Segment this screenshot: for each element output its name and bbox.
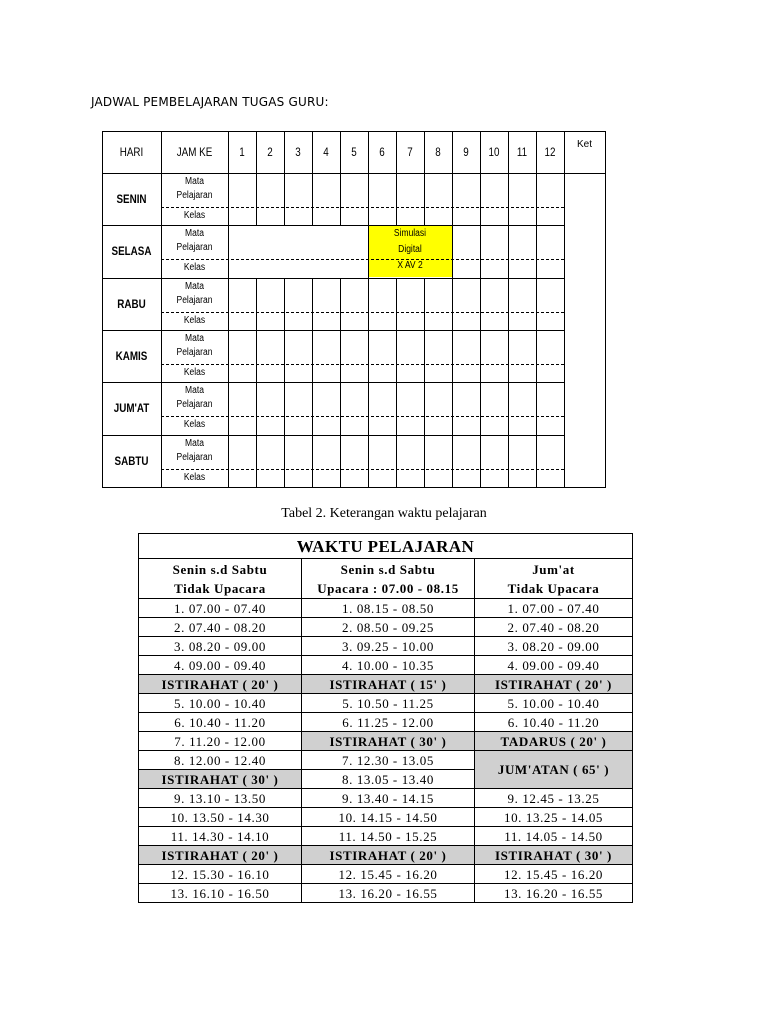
subject-label (166, 175, 223, 203)
grid-line (284, 435, 285, 487)
class-label: Kelas (183, 419, 206, 431)
col-header-ket: Ket (576, 139, 592, 150)
grid-line (312, 278, 313, 330)
table-cell: 12. 15.45 - 16.20 (475, 865, 633, 884)
table-cell: 6. 10.40 - 11.20 (475, 713, 633, 732)
grid-line (368, 131, 369, 173)
grid-line (508, 330, 509, 382)
table-cell: 2. 07.40 - 08.20 (139, 618, 302, 637)
subject-label-line2: Pelajaran (176, 190, 213, 201)
grid-line (256, 278, 257, 330)
grid-border-right (605, 131, 606, 487)
grid-line (228, 225, 229, 277)
table-cell: 4. 09.00 - 09.40 (475, 656, 633, 675)
table-row (139, 656, 633, 675)
table-cell: ISTIRAHAT ( 30' ) (475, 846, 633, 865)
table-cell: 11. 14.30 - 14.10 (139, 827, 302, 846)
subject-label-line1: Mata (185, 385, 204, 397)
table-cell: 13. 16.10 - 16.50 (139, 884, 302, 903)
grid-line (312, 382, 313, 434)
table-row (139, 618, 633, 637)
highlight-text (374, 226, 445, 274)
grid-line (452, 330, 453, 382)
grid-border-bottom (102, 487, 606, 488)
table-cell: 5. 10.00 - 10.40 (475, 694, 633, 713)
table-cell: ISTIRAHAT ( 30' ) (139, 770, 302, 789)
col-header-period: 3 (295, 145, 301, 159)
table-cell: JUM'ATAN ( 65' ) (475, 751, 633, 789)
day-label: RABU (117, 296, 146, 311)
grid-line (452, 278, 453, 330)
table-cell: 8. 12.00 - 12.40 (139, 751, 302, 770)
grid-line (508, 131, 509, 173)
grid-line (368, 382, 369, 434)
table-row (139, 637, 633, 656)
table-cell: 12. 15.45 - 16.20 (302, 865, 475, 884)
grid-line (284, 173, 285, 225)
grid-line (312, 330, 313, 382)
class-label: Kelas (183, 367, 206, 378)
subject-label (166, 332, 223, 360)
grid-line (228, 131, 229, 173)
col-header-line1: Jum'at (475, 559, 633, 580)
table-cell: 7. 11.20 - 12.00 (139, 732, 302, 751)
subject-label (166, 384, 223, 412)
subject-label-line1: Mata (185, 228, 204, 240)
grid-line (424, 330, 425, 382)
table-row (139, 827, 633, 846)
table-row (139, 694, 633, 713)
table-cell: 6. 11.25 - 12.00 (302, 713, 475, 732)
table-cell: 5. 10.00 - 10.40 (139, 694, 302, 713)
row-divider (102, 278, 564, 279)
grid-line (424, 435, 425, 487)
subject-label (166, 437, 223, 465)
table-row (139, 599, 633, 618)
table-cell: 7. 12.30 - 13.05 (302, 751, 475, 770)
table-cell: 4. 10.00 - 10.35 (302, 656, 475, 675)
table-row (139, 865, 633, 884)
grid-line (452, 131, 453, 173)
table-cell: 2. 08.50 - 09.25 (302, 618, 475, 637)
grid-line (284, 131, 285, 173)
table-cell: 4. 09.00 - 09.40 (139, 656, 302, 675)
col-header-line1: Senin s.d Sabtu (139, 559, 302, 580)
grid-line (228, 173, 229, 225)
row-divider (102, 225, 564, 226)
grid-line (508, 382, 509, 434)
subject-label-line1: Mata (185, 437, 204, 449)
table-cell: 8. 13.05 - 13.40 (302, 770, 475, 789)
subject-label (166, 280, 223, 308)
table-cell: 10. 13.25 - 14.05 (475, 808, 633, 827)
highlight-text-line2: Digital (398, 244, 422, 256)
table-cell: 3. 08.20 - 09.00 (139, 637, 302, 656)
subject-label-line2: Pelajaran (176, 294, 213, 306)
grid-line (340, 330, 341, 382)
table-cell: 9. 13.10 - 13.50 (139, 789, 302, 808)
grid-line (536, 330, 537, 382)
table-row (139, 732, 633, 751)
subject-label-line2: Pelajaran (176, 451, 213, 463)
row-divider (102, 173, 564, 174)
day-label: JUM'AT (113, 401, 150, 416)
grid-line (396, 278, 397, 330)
schedule-grid (102, 131, 605, 487)
grid-line (256, 435, 257, 487)
subject-label-line1: Mata (185, 280, 204, 292)
grid-line (228, 278, 229, 330)
col-header-period: 9 (463, 145, 469, 159)
grid-line (536, 278, 537, 330)
grid-line (508, 278, 509, 330)
col-header-period: 10 (488, 145, 500, 159)
grid-line (256, 382, 257, 434)
day-label: SABTU (114, 453, 149, 468)
col-header-period: 6 (379, 145, 385, 159)
grid-line (480, 330, 481, 382)
table-cell: 5. 10.50 - 11.25 (302, 694, 475, 713)
col-header-hari: HARI (119, 145, 144, 159)
table-cell: 12. 15.30 - 16.10 (139, 865, 302, 884)
day-label: KAMIS (115, 349, 148, 363)
col-header-period: 5 (351, 145, 357, 159)
table-cell: 10. 13.50 - 14.30 (139, 808, 302, 827)
table-cell: TADARUS ( 20' ) (475, 732, 633, 751)
col-header-period: 2 (267, 145, 273, 159)
table-cell: 1. 07.00 - 07.40 (475, 599, 633, 618)
table-cell: 11. 14.50 - 15.25 (302, 827, 475, 846)
grid-line (396, 435, 397, 487)
day-label: SENIN (116, 192, 147, 206)
grid-line (284, 278, 285, 330)
col-header-jamke: JAM KE (176, 145, 213, 159)
class-label: Kelas (183, 210, 206, 221)
grid-line (396, 173, 397, 225)
table-cell: 1. 08.15 - 08.50 (302, 599, 475, 618)
grid-line (312, 173, 313, 225)
table-cell: 10. 14.15 - 14.50 (302, 808, 475, 827)
grid-line (452, 225, 453, 277)
col-header-period: 1 (239, 145, 245, 159)
grid-line (452, 173, 453, 225)
grid-line (424, 131, 425, 173)
table-cell: ISTIRAHAT ( 20' ) (475, 675, 633, 694)
class-label: Kelas (183, 314, 206, 326)
grid-line (452, 382, 453, 434)
subject-label-line2: Pelajaran (176, 242, 213, 254)
table-row (139, 846, 633, 865)
grid-line (396, 382, 397, 434)
grid-line (256, 131, 257, 173)
table-caption: Tabel 2. Keterangan waktu pelajaran (281, 506, 487, 521)
row-divider (102, 435, 564, 436)
grid-line (564, 131, 565, 487)
grid-line (228, 382, 229, 434)
grid-line (536, 131, 537, 173)
col-header-period: 12 (544, 145, 556, 159)
grid-line (340, 382, 341, 434)
grid-line (536, 435, 537, 487)
grid-line (480, 382, 481, 434)
day-label: SELASA (111, 244, 152, 259)
time-table (138, 533, 633, 903)
col-header-line2: Tidak Upacara (139, 579, 302, 599)
grid-line (480, 435, 481, 487)
subject-label-line2: Pelajaran (176, 347, 213, 358)
grid-line (508, 435, 509, 487)
grid-line (368, 330, 369, 382)
table-cell: ISTIRAHAT ( 30' ) (302, 732, 475, 751)
col-header-period: 8 (435, 145, 441, 159)
grid-line (256, 330, 257, 382)
grid-line (480, 131, 481, 173)
table-cell: 3. 08.20 - 09.00 (475, 637, 633, 656)
grid-line (536, 382, 537, 434)
row-divider (102, 382, 564, 383)
table-row (139, 789, 633, 808)
col-header-period: 4 (323, 145, 329, 159)
table-cell: 13. 16.20 - 16.55 (302, 884, 475, 903)
table-cell: ISTIRAHAT ( 15' ) (302, 675, 475, 694)
highlight-text-line1: Simulasi (393, 228, 427, 240)
grid-line (340, 435, 341, 487)
table-row (139, 675, 633, 694)
subject-label (166, 227, 223, 255)
subject-label-line2: Pelajaran (176, 399, 213, 411)
table-cell: 9. 12.45 - 13.25 (475, 789, 633, 808)
grid-line (424, 278, 425, 330)
grid-line (368, 278, 369, 330)
grid-line (480, 225, 481, 277)
grid-line (284, 382, 285, 434)
grid-line (452, 435, 453, 487)
col-header-line2: Tidak Upacara (475, 579, 633, 599)
grid-line (536, 225, 537, 277)
col-header-period: 7 (407, 145, 413, 159)
grid-line (396, 330, 397, 382)
grid-line (228, 330, 229, 382)
grid-line (228, 435, 229, 487)
grid-line (256, 173, 257, 225)
grid-line (368, 173, 369, 225)
table-cell: 2. 07.40 - 08.20 (475, 618, 633, 637)
grid-line (161, 131, 162, 487)
grid-line (508, 225, 509, 277)
table-cell: 13. 16.20 - 16.55 (475, 884, 633, 903)
page-heading: JADWAL PEMBELAJARAN TUGAS GURU: (91, 95, 329, 109)
table-cell: 3. 09.25 - 10.00 (302, 637, 475, 656)
grid-line (424, 173, 425, 225)
table-cell: 6. 10.40 - 11.20 (139, 713, 302, 732)
table-cell: 9. 13.40 - 14.15 (302, 789, 475, 808)
table-row (139, 713, 633, 732)
grid-line (340, 278, 341, 330)
subject-label-line1: Mata (185, 333, 204, 344)
grid-line (396, 131, 397, 173)
subject-label-line1: Mata (185, 176, 204, 187)
table-cell: ISTIRAHAT ( 20' ) (139, 675, 302, 694)
class-label: Kelas (183, 471, 206, 483)
grid-line (480, 278, 481, 330)
highlight-text-line3: X AV 2 (397, 260, 423, 272)
grid-border-left (102, 131, 103, 487)
row-divider (102, 330, 564, 331)
grid-line (312, 435, 313, 487)
grid-line (340, 173, 341, 225)
grid-line (368, 435, 369, 487)
grid-line (368, 225, 369, 277)
col-header-line2: Upacara : 07.00 - 08.15 (302, 579, 475, 599)
table-cell: ISTIRAHAT ( 20' ) (302, 846, 475, 865)
class-label: Kelas (183, 262, 206, 274)
col-header-period: 11 (516, 145, 528, 159)
grid-line (340, 131, 341, 173)
table-row (139, 751, 633, 770)
table-cell: 1. 07.00 - 07.40 (139, 599, 302, 618)
grid-line (536, 173, 537, 225)
table-cell: ISTIRAHAT ( 20' ) (139, 846, 302, 865)
time-table-title: WAKTU PELAJARAN (139, 534, 633, 559)
col-header-line1: Senin s.d Sabtu (302, 559, 475, 580)
table-row (139, 808, 633, 827)
grid-line (508, 173, 509, 225)
table-cell: 11. 14.05 - 14.50 (475, 827, 633, 846)
grid-line (284, 330, 285, 382)
grid-line (480, 173, 481, 225)
table-row (139, 884, 633, 903)
grid-line (424, 382, 425, 434)
grid-line (312, 131, 313, 173)
